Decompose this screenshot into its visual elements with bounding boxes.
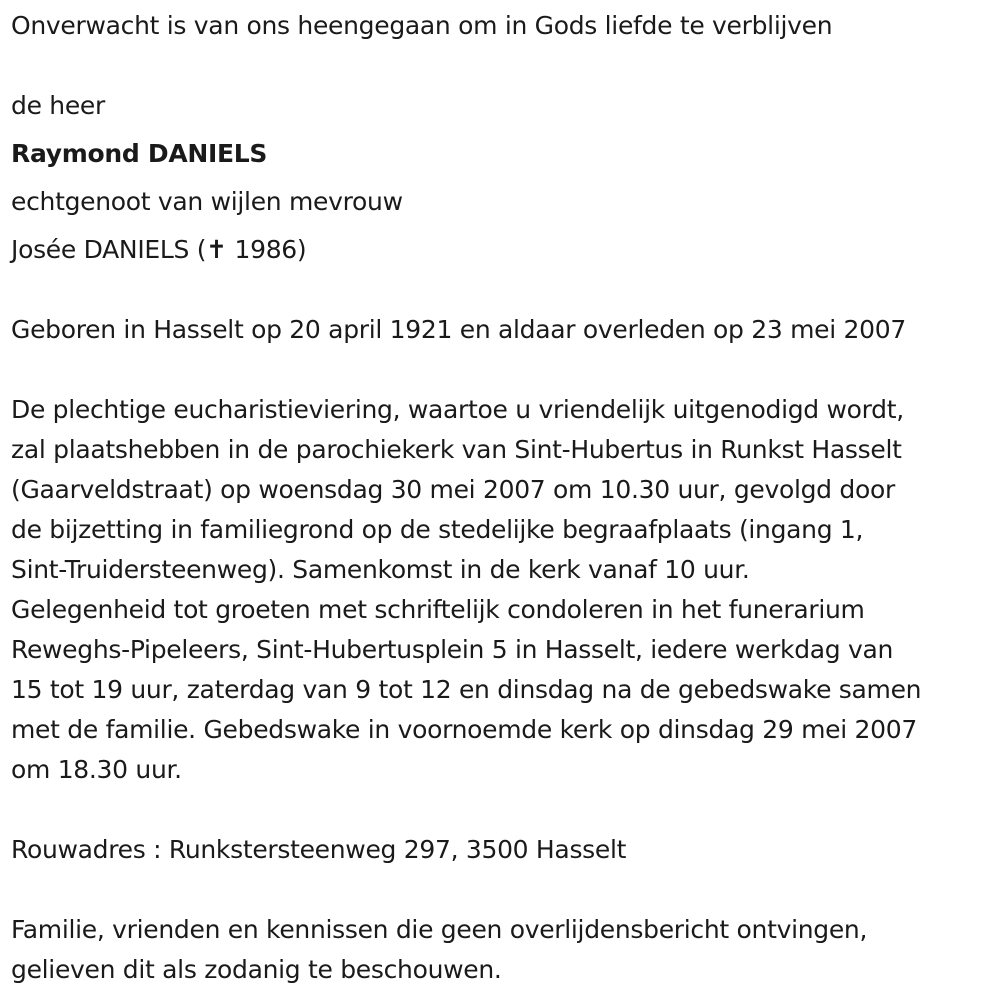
ceremony-line: Reweghs-Pipeleers, Sint-Hubertusplein 5 in Hasselt, iedere werkdag van bbox=[11, 635, 894, 664]
birth-death-line: Geboren in Hasselt op 20 april 1921 en aldaar overleden op 23 mei 2007 bbox=[11, 315, 906, 344]
ceremony-line: Gelegenheid tot groeten met schriftelijk condoleren in het funerarium bbox=[11, 595, 865, 624]
closing-line: gelieven dit als zodanig te beschouwen. bbox=[11, 955, 502, 984]
closing-line: Familie, vrienden en kennissen die geen overlijdensbericht ontvingen, bbox=[11, 915, 868, 944]
ceremony-line: 15 tot 19 uur, zaterdag van 9 tot 12 en dinsdag na de gebedswake samen bbox=[11, 675, 922, 704]
mourning-address: Rouwadres : Runkstersteenweg 297, 3500 Hasselt bbox=[11, 835, 627, 864]
spouse-relation: echtgenoot van wijlen mevrouw bbox=[11, 187, 403, 216]
ceremony-line: Sint-Truidersteenweg). Samenkomst in de kerk vanaf 10 uur. bbox=[11, 555, 750, 584]
spouse-name: Josée DANIELS (✝ 1986) bbox=[11, 235, 307, 264]
ceremony-line: zal plaatshebben in de parochiekerk van Sint-Hubertus in Runkst Hasselt bbox=[11, 435, 902, 464]
ceremony-line: de bijzetting in familiegrond op de stedelijke begraafplaats (ingang 1, bbox=[11, 515, 864, 544]
deceased-name: Raymond DANIELS bbox=[11, 139, 268, 168]
ceremony-line: met de familie. Gebedswake in voornoemde kerk op dinsdag 29 mei 2007 bbox=[11, 715, 917, 744]
ceremony-line: (Gaarveldstraat) op woensdag 30 mei 2007 om 10.30 uur, gevolgd door bbox=[11, 475, 895, 504]
title-prefix: de heer bbox=[11, 91, 105, 120]
ceremony-line: De plechtige eucharistieviering, waartoe u vriendelijk uitgenodigd wordt, bbox=[11, 395, 904, 424]
ceremony-line: om 18.30 uur. bbox=[11, 755, 182, 784]
intro-line: Onverwacht is van ons heengegaan om in Gods liefde te verblijven bbox=[11, 11, 833, 40]
